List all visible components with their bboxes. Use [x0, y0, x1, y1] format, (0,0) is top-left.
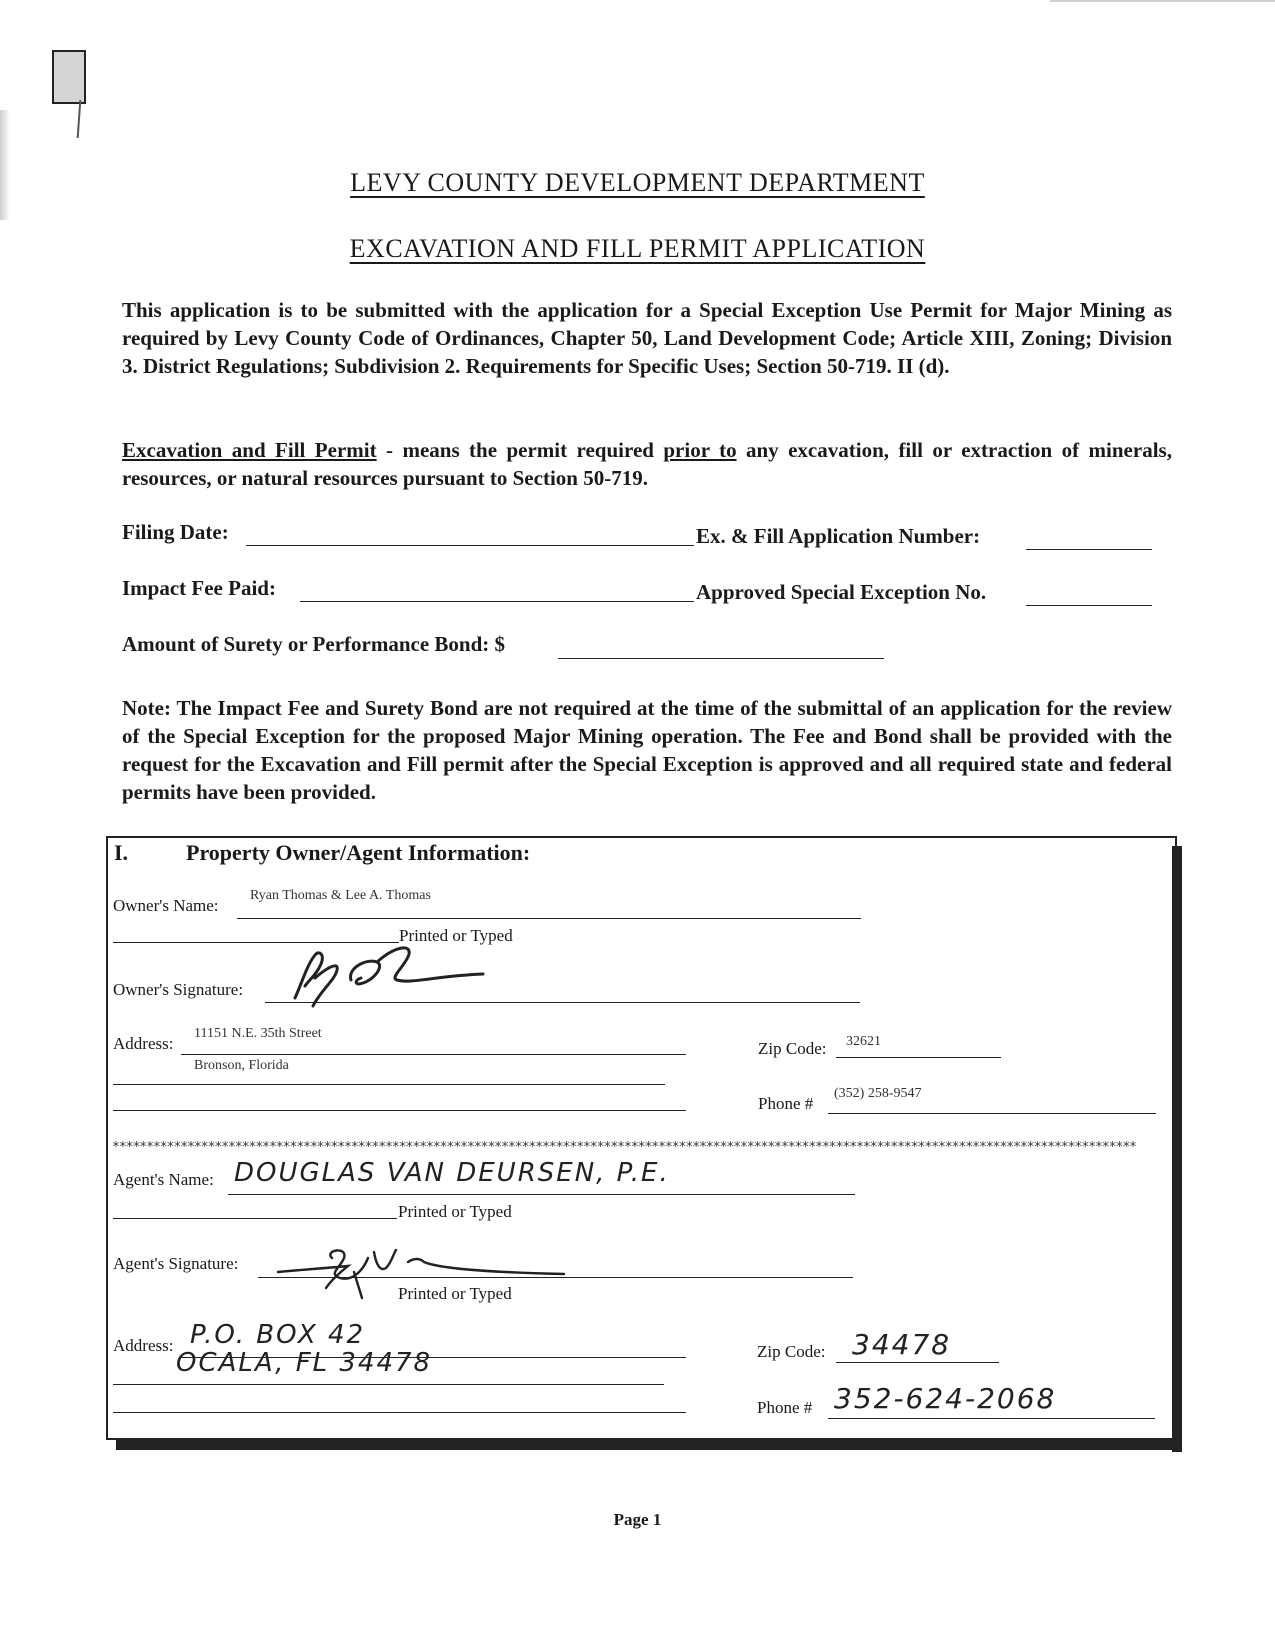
- agent-printed-typed: Printed or Typed: [398, 1202, 512, 1221]
- definition-term: Excavation and Fill Permit: [122, 438, 377, 462]
- owner-phone-field[interactable]: [828, 1113, 1156, 1114]
- agent-address-field-2[interactable]: [113, 1384, 664, 1385]
- scan-mark: [77, 100, 82, 138]
- agents-name-value: DOUGLAS VAN DEURSEN, P.E.: [234, 1158, 670, 1188]
- surety-bond-field[interactable]: [558, 658, 884, 659]
- owner-address-field-2[interactable]: [113, 1084, 665, 1085]
- filing-date-label: Filing Date:: [122, 520, 229, 544]
- owner-phone-label: Phone #: [758, 1094, 814, 1113]
- impact-fee-field[interactable]: [300, 601, 694, 602]
- owners-signature-label: Owner's Signature:: [113, 980, 244, 999]
- owner-zip-label: Zip Code:: [758, 1039, 827, 1058]
- intro-paragraph: This application is to be submitted with the application for a Special Exception Use Permit for Major Mining as required by Levy County Code of Ordinances, Chapter 50, Land Development Code; Article XIII, Zoning; Division 3. District Regulations; Subdivision 2. Requirements for Specific Uses; Section 50-719. II (d).: [122, 298, 1172, 378]
- section-number: I.: [114, 840, 129, 865]
- form-title: [0, 234, 1275, 264]
- definition-paragraph: [122, 436, 1172, 492]
- agents-signature-label: Agent's Signature:: [113, 1254, 239, 1273]
- agents-name-label: Agent's Name:: [113, 1170, 214, 1189]
- definition-emphasis: prior to: [663, 438, 737, 462]
- agent-zip-field[interactable]: [836, 1362, 999, 1363]
- scan-shadow: [0, 110, 10, 220]
- section-title: Property Owner/Agent Information:: [186, 840, 531, 865]
- agent-phone-label: Phone #: [757, 1398, 813, 1417]
- owner-zip-field[interactable]: [836, 1057, 1001, 1058]
- special-exception-field[interactable]: [1026, 605, 1152, 606]
- filing-date-field[interactable]: [246, 545, 694, 546]
- owner-address-line1: 11151 N.E. 35th Street: [194, 1026, 322, 1041]
- owners-name-field[interactable]: [237, 918, 861, 919]
- agents-name-field-2[interactable]: [113, 1218, 397, 1219]
- surety-bond-label: Amount of Surety or Performance Bond: $: [122, 632, 506, 656]
- agent-phone-field[interactable]: [828, 1418, 1155, 1419]
- section-separator: ******************************************************************************************************************************************************: [112, 1140, 1136, 1155]
- page-number: Page 1: [613, 1510, 662, 1529]
- definition-text-2: any excavation, fill or extraction of minerals, resources, or natural resources pursuant to Section 50-719.: [122, 438, 1172, 490]
- department-heading: [0, 168, 1275, 198]
- impact-fee-label: Impact Fee Paid:: [122, 576, 276, 600]
- owner-address-field-1[interactable]: [181, 1054, 686, 1055]
- agents-name-field[interactable]: [228, 1194, 855, 1195]
- owners-name-value: Ryan Thomas & Lee A. Thomas: [250, 888, 431, 903]
- owner-address-line2: Bronson, Florida: [194, 1058, 289, 1073]
- owner-phone-value: (352) 258-9547: [834, 1086, 922, 1101]
- definition-text-1: - means the permit required: [376, 438, 664, 462]
- application-number-field[interactable]: [1026, 549, 1152, 550]
- owners-name-label: Owner's Name:: [113, 896, 219, 915]
- agent-address-line2: OCALA, FL 34478: [176, 1348, 433, 1378]
- application-number-label: Ex. & Fill Application Number:: [696, 524, 981, 548]
- agent-signature-printed-typed: Printed or Typed: [398, 1284, 512, 1303]
- scan-edge-line: [1050, 0, 1275, 2]
- form-title-text: EXCAVATION AND FILL PERMIT APPLICATION: [349, 234, 926, 263]
- department-heading-text: LEVY COUNTY DEVELOPMENT DEPARTMENT: [350, 168, 925, 197]
- agent-address-label: Address:: [113, 1336, 174, 1355]
- agent-zip-value: 34478: [852, 1328, 952, 1361]
- owner-printed-typed: Printed or Typed: [399, 926, 513, 945]
- special-exception-label: Approved Special Exception No.: [696, 580, 987, 604]
- note-paragraph: Note: The Impact Fee and Surety Bond are not required at the time of the submittal of an application for the review of the Special Exception for the proposed Major Mining operation. The Fee and Bond shall be provided with the request for the Excavation and Fill permit after the Special Exception is approved and all required state and federal permits have been provided.: [122, 696, 1172, 804]
- agent-zip-label: Zip Code:: [757, 1342, 826, 1361]
- agent-address-line1: P.O. BOX 42: [190, 1320, 366, 1350]
- agent-address-field-3[interactable]: [113, 1412, 686, 1413]
- owner-address-field-3[interactable]: [113, 1110, 686, 1111]
- owner-signature-image: [285, 940, 485, 1010]
- agent-phone-value: 352-624-2068: [834, 1382, 1057, 1415]
- owner-address-label: Address:: [113, 1034, 174, 1053]
- checkbox-corner[interactable]: [52, 50, 86, 104]
- owner-zip-value: 32621: [846, 1034, 881, 1049]
